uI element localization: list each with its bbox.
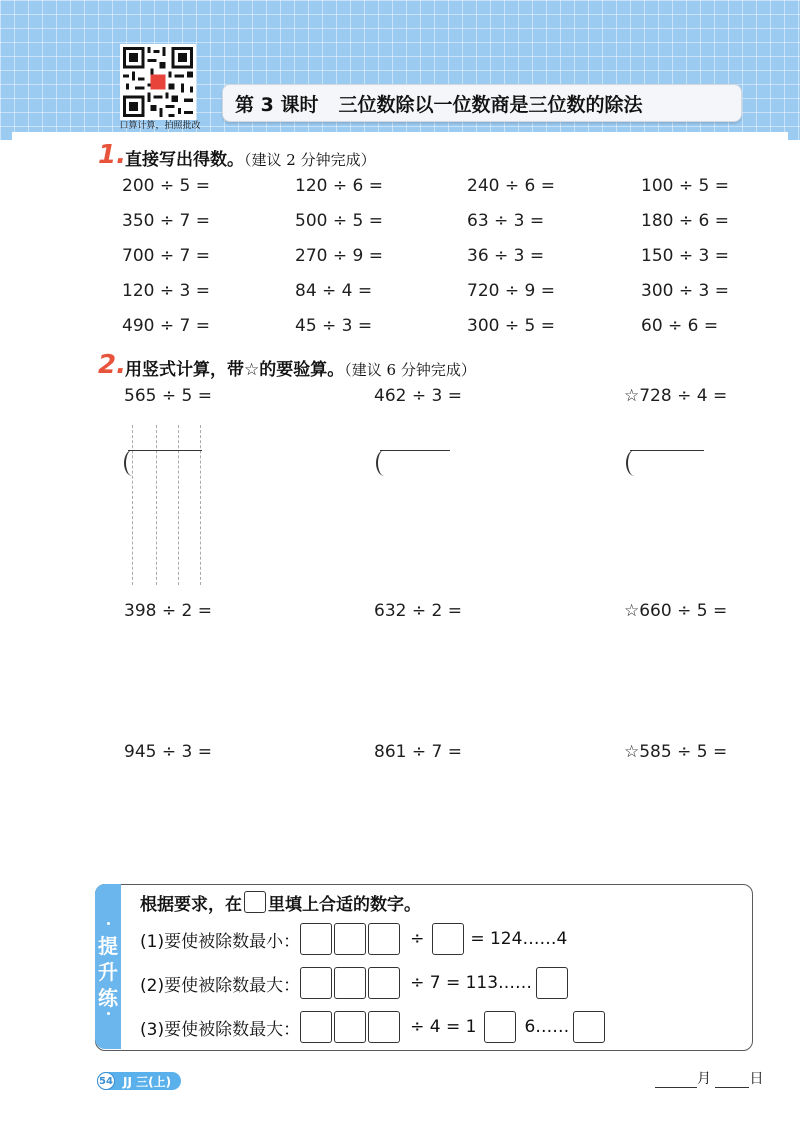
- q2-remainder-box[interactable]: [536, 967, 568, 999]
- q1-result: = 124……4: [470, 929, 568, 949]
- long-division-guide-1: [120, 425, 210, 585]
- vertical-division-problem: 398 ÷ 2 =: [124, 601, 212, 621]
- oral-problem: 270 ÷ 9 =: [295, 246, 383, 266]
- oral-problem: 350 ÷ 7 =: [122, 211, 210, 231]
- extension-tab: [95, 884, 121, 1049]
- date-field: [655, 1068, 763, 1088]
- oral-problem: 200 ÷ 5 =: [122, 176, 210, 196]
- vertical-division-problem: 945 ÷ 3 =: [124, 742, 212, 762]
- q2-digit-box-2[interactable]: [334, 967, 366, 999]
- oral-problem: 150 ÷ 3 =: [641, 246, 729, 266]
- vertical-division-problem: ☆728 ÷ 4 =: [624, 386, 728, 406]
- extension-q1: [140, 922, 567, 956]
- vertical-division-problem: 565 ÷ 5 =: [124, 386, 212, 406]
- oral-problem: 100 ÷ 5 =: [641, 176, 729, 196]
- section1-number: 1.: [98, 140, 126, 170]
- section1-heading: 直接写出得数。（建议 2 分钟完成）: [125, 150, 376, 170]
- qr-code-icon[interactable]: [120, 44, 196, 120]
- page-number: 54: [97, 1072, 115, 1090]
- month-label: 月: [697, 1071, 711, 1087]
- oral-problem: 300 ÷ 3 =: [641, 281, 729, 301]
- vertical-division-problem: 861 ÷ 7 =: [374, 742, 462, 762]
- extension-q2: [140, 966, 570, 1000]
- oral-problem: 84 ÷ 4 =: [295, 281, 373, 301]
- oral-problem: 120 ÷ 6 =: [295, 176, 383, 196]
- vertical-division-problem: ☆660 ÷ 5 =: [624, 601, 728, 621]
- q3-mid2: 6……: [524, 1017, 570, 1037]
- instruction-box-sample: [244, 891, 266, 913]
- extension-instruction: 根据要求，在 里填上合适的数字。: [140, 888, 421, 916]
- vertical-division-problem: ☆585 ÷ 5 =: [624, 742, 728, 762]
- q1-digit-box-1[interactable]: [300, 923, 332, 955]
- q2-result: ÷ 7 = 113……: [410, 973, 533, 993]
- q3-quotient-digit-box[interactable]: [484, 1011, 516, 1043]
- oral-problem: 720 ÷ 9 =: [467, 281, 555, 301]
- vertical-division-problem: 462 ÷ 3 =: [374, 386, 462, 406]
- section2-hint: （建议 6 分钟完成）: [344, 361, 476, 379]
- lesson-title-banner: [222, 84, 742, 122]
- oral-problem: 700 ÷ 7 =: [122, 246, 210, 266]
- long-division-guide-2: [372, 450, 456, 490]
- q1-label: (1)要使被除数最小：: [140, 931, 301, 952]
- oral-problem: 500 ÷ 5 =: [295, 211, 383, 231]
- long-division-guide-3: [622, 450, 706, 490]
- month-blank[interactable]: [655, 1073, 697, 1088]
- tab-char-1: 提: [98, 934, 118, 958]
- page-number-badge: [97, 1072, 181, 1090]
- oral-problem: 60 ÷ 6 =: [641, 316, 719, 336]
- q3-mid: ÷ 4 = 1: [410, 1017, 477, 1037]
- q3-label: (3)要使被除数最大：: [140, 1019, 301, 1040]
- oral-problem: 180 ÷ 6 =: [641, 211, 729, 231]
- lesson-topic: 三位数除以一位数商是三位数的除法: [338, 93, 643, 116]
- oral-problem: 63 ÷ 3 =: [467, 211, 545, 231]
- q2-label: (2)要使被除数最大：: [140, 975, 301, 996]
- edition-label: JJ 三(上): [123, 1074, 172, 1089]
- q1-digit-box-3[interactable]: [368, 923, 400, 955]
- oral-problem: 120 ÷ 3 =: [122, 281, 210, 301]
- q1-digit-box-2[interactable]: [334, 923, 366, 955]
- q3-digit-box-2[interactable]: [334, 1011, 366, 1043]
- vertical-division-problem: 632 ÷ 2 =: [374, 601, 462, 621]
- oral-problem: 240 ÷ 6 =: [467, 176, 555, 196]
- section2-heading: 用竖式计算，带☆的要验算。（建议 6 分钟完成）: [125, 360, 476, 380]
- section2-number: 2.: [98, 350, 126, 380]
- q3-digit-box-3[interactable]: [368, 1011, 400, 1043]
- oral-problem: 490 ÷ 7 =: [122, 316, 210, 336]
- q3-remainder-box[interactable]: [573, 1011, 605, 1043]
- qr-caption: 口算计算，拍照批改: [119, 121, 201, 131]
- extension-q3: [140, 1010, 607, 1044]
- oral-problem: 45 ÷ 3 =: [295, 316, 373, 336]
- day-label: 日: [749, 1071, 764, 1087]
- oral-problem: 300 ÷ 5 =: [467, 316, 555, 336]
- oral-problem: 36 ÷ 3 =: [467, 246, 545, 266]
- tab-char-3: 练: [98, 986, 118, 1010]
- day-blank[interactable]: [715, 1073, 749, 1088]
- lesson-number: 第 3 课时: [235, 93, 319, 116]
- q2-digit-box-1[interactable]: [300, 967, 332, 999]
- q1-divisor-box[interactable]: [432, 923, 464, 955]
- section1-hint: （建议 2 分钟完成）: [244, 151, 376, 169]
- q1-divide-sign: ÷: [410, 929, 425, 949]
- tab-char-2: 升: [98, 960, 118, 984]
- q2-digit-box-3[interactable]: [368, 967, 400, 999]
- q3-digit-box-1[interactable]: [300, 1011, 332, 1043]
